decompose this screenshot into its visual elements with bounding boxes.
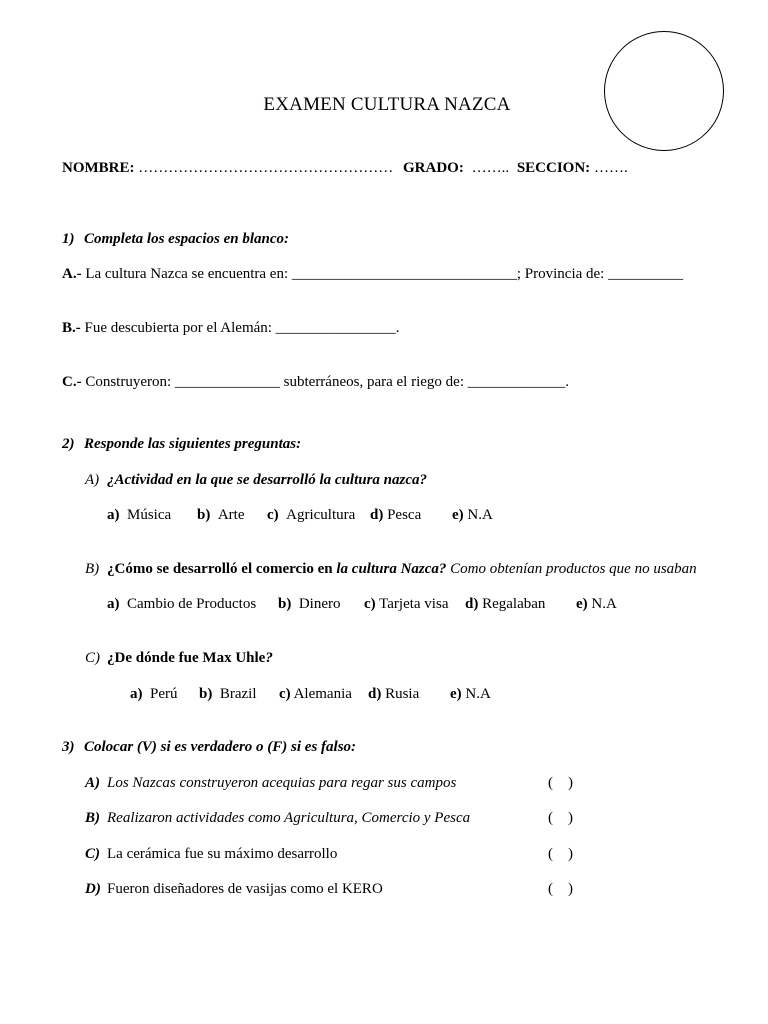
question-2a — [85, 470, 427, 490]
item-text: La cerámica fue su máximo desarrollo — [107, 846, 338, 862]
true-false-item-b — [85, 808, 470, 828]
seccion-blank[interactable]: ……. — [593, 160, 628, 176]
section-2-title: Responde las siguientes preguntas: — [84, 436, 302, 452]
question-text: ¿Actividad en la que se desarrolló la cultura nazca? — [107, 472, 428, 488]
grado-label: GRADO: — [403, 160, 464, 176]
section-3-heading — [62, 737, 356, 757]
item-text: Fueron diseñadores de vasijas como el KERO — [107, 881, 383, 897]
item-label: D) — [85, 881, 101, 897]
true-false-item-c — [85, 844, 337, 864]
item-text: Construyeron: ______________ subterráneos, para el riego de: _____________. — [81, 374, 569, 390]
item-label: A) — [85, 775, 100, 791]
item-label: A.- — [62, 266, 82, 282]
item-text: Los Nazcas construyeron acequias para regar sus campos — [107, 775, 457, 791]
section-1-heading — [62, 229, 289, 249]
question-2b — [85, 559, 697, 579]
option-d[interactable]: d) Regalaban — [465, 596, 546, 612]
section-1-title: Completa los espacios en blanco: — [84, 231, 289, 247]
question-1c — [62, 372, 569, 392]
question-mark: ? — [265, 650, 273, 666]
student-info-line — [62, 158, 628, 178]
item-label: B.- — [62, 320, 81, 336]
option-a[interactable]: a) Música — [107, 507, 172, 523]
question-label: B) — [85, 561, 100, 577]
question-1a — [62, 264, 683, 284]
item-text: La cultura Nazca se encuentra en: ______________________________; Provincia de: __________ — [81, 266, 684, 282]
nombre-label: NOMBRE: — [62, 160, 135, 176]
answer-parentheses[interactable]: ( ) — [548, 775, 573, 791]
answer-parentheses[interactable]: ( ) — [548, 881, 573, 897]
option-e[interactable]: e) N.A — [450, 686, 491, 702]
question-text: ¿Cómo se desarrolló el comercio en — [107, 561, 337, 577]
option-e[interactable]: e) N.A — [452, 507, 493, 523]
option-a[interactable]: a) Cambio de Productos — [107, 596, 257, 612]
grado-blank[interactable]: …….. — [471, 160, 510, 176]
photo-circle — [604, 31, 724, 151]
answer-parentheses[interactable]: ( ) — [548, 846, 573, 862]
question-2c-options — [130, 684, 491, 704]
question-subtext: Como obtenían productos que no usaban — [446, 561, 697, 577]
seccion-label: SECCION: — [516, 160, 591, 176]
option-e[interactable]: e) N.A — [576, 596, 617, 612]
section-3-title: Colocar (V) si es verdadero o (F) si es falso: — [84, 739, 357, 755]
question-1b — [62, 318, 399, 338]
question-2c — [85, 648, 273, 668]
question-text-emphasis: la cultura Nazca? — [336, 561, 447, 577]
true-false-item-d — [85, 879, 383, 899]
option-c[interactable]: c) Agricultura — [267, 507, 356, 523]
option-d[interactable]: d) Pesca — [370, 507, 422, 523]
question-label: A) — [85, 472, 100, 488]
item-text: Realizaron actividades como Agricultura, Comercio y Pesca — [107, 810, 471, 826]
option-b[interactable]: b) Dinero — [278, 596, 341, 612]
option-d[interactable]: d) Rusia — [368, 686, 420, 702]
option-a[interactable]: a) Perú — [130, 686, 178, 702]
option-b[interactable]: b) Arte — [197, 507, 245, 523]
question-text: ¿De dónde fue Max Uhle — [107, 650, 266, 666]
true-false-item-a — [85, 773, 456, 793]
item-label: C) — [85, 846, 100, 862]
item-text: Fue descubierta por el Alemán: ________________. — [80, 320, 400, 336]
question-label: C) — [85, 650, 100, 666]
option-c[interactable]: c) Alemania — [279, 686, 352, 702]
section-2-heading — [62, 434, 301, 454]
question-2b-options — [107, 594, 617, 614]
section-3-number: 3) — [62, 739, 75, 755]
answer-parentheses[interactable]: ( ) — [548, 810, 573, 826]
question-2a-options — [107, 505, 493, 525]
item-label: B) — [85, 810, 100, 826]
page-title: EXAMEN CULTURA NAZCA — [263, 94, 511, 115]
section-2-number: 2) — [62, 436, 75, 452]
section-1-number: 1) — [62, 231, 75, 247]
option-b[interactable]: b) Brazil — [199, 686, 257, 702]
option-c[interactable]: c) Tarjeta visa — [364, 596, 449, 612]
nombre-blank[interactable]: …………………………………………… — [138, 160, 394, 176]
item-label: C.- — [62, 374, 82, 390]
